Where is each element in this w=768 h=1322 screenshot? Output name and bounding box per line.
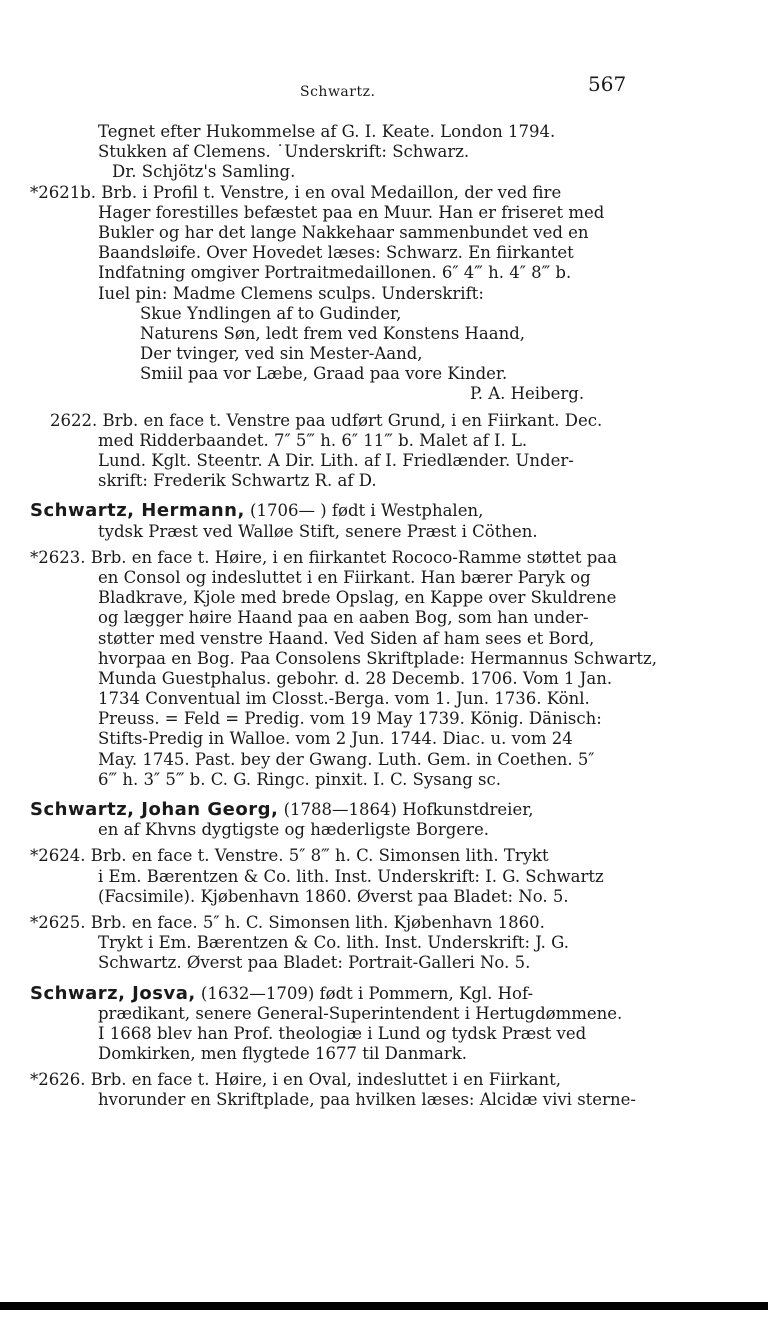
text-line: Naturens Søn, ledt frem ved Konstens Haand, bbox=[140, 323, 526, 343]
text-line: 2622. Brb. en face t. Venstre paa udført Grund, i en Fiirkant. Dec. bbox=[50, 410, 603, 430]
text-line: og lægger høire Haand paa en aaben Bog, som han under- bbox=[98, 608, 589, 628]
text-line: 1734 Conventual im Closst.-Berga. vom 1. Jun. 1736. Könl. bbox=[98, 689, 590, 709]
running-header: Schwartz. bbox=[300, 84, 376, 100]
text-line: i Em. Bærentzen & Co. lith. Inst. Underskrift: I. G. Schwartz bbox=[98, 866, 604, 886]
text-line: Dr. Schjötz's Samling. bbox=[112, 162, 296, 182]
page-number: 567 bbox=[588, 72, 627, 96]
text-line: Smiil paa vor Læbe, Graad paa vore Kinder. bbox=[140, 364, 508, 384]
text-line: *2624. Brb. en face t. Venstre. 5″ 8‴ h. C. Simonsen lith. Trykt bbox=[30, 846, 549, 866]
text-line: Munda Guestphalus. gebohr. d. 28 Decemb. 1706. Vom 1 Jan. bbox=[98, 668, 613, 688]
text-line: hvorpaa en Bog. Paa Consolens Skriftplade: Hermannus Schwartz, bbox=[98, 648, 657, 668]
text-line: *2621b. Brb. i Profil t. Venstre, i en oval Medaillon, der ved fire bbox=[30, 182, 562, 202]
heading-continuation: en af Khvns dygtigste og hæderligste Borgere. bbox=[98, 820, 489, 840]
heading-name: Schwartz, Johan Georg, bbox=[30, 799, 279, 820]
text-line: Bladkrave, Kjole med brede Opslag, en Kappe over Skuldrene bbox=[98, 588, 617, 608]
entry-2625 bbox=[30, 913, 658, 974]
body-text bbox=[30, 122, 658, 1111]
text-line: Skue Yndlingen af to Gudinder, bbox=[140, 303, 402, 323]
text-line: *2625. Brb. en face. 5″ h. C. Simonsen lith. Kjøbenhavn 1860. bbox=[30, 912, 545, 932]
text-line: med Ridderbaandet. 7″ 5‴ h. 6″ 11‴ b. Malet af I. L. bbox=[98, 430, 528, 450]
heading-continuation: tydsk Præst ved Walløe Stift, senere Præst i Cöthen. bbox=[98, 521, 538, 541]
entry-block-2621b-2622 bbox=[30, 122, 658, 491]
text-line: Tegnet efter Hukommelse af G. I. Keate. London 1794. bbox=[98, 122, 556, 141]
text-line: Domkirken, men flygtede 1677 til Danmark. bbox=[98, 1044, 467, 1064]
text-line: Trykt i Em. Bærentzen & Co. lith. Inst. Underskrift: J. G. bbox=[98, 933, 569, 953]
text-line: *2626. Brb. en face t. Høire, i en Oval, indesluttet i en Fiirkant, bbox=[30, 1070, 561, 1090]
text-line: skrift: Frederik Schwartz R. af D. bbox=[98, 471, 377, 491]
text-line: May. 1745. Past. bey der Gwang. Luth. Gem. in Coethen. 5″ bbox=[98, 749, 595, 769]
text-line: Schwartz. Øverst paa Bladet: Portrait-Galleri No. 5. bbox=[98, 953, 531, 973]
text-line: Lund. Kglt. Steentr. A Dir. Lith. af I. Friedlænder. Under- bbox=[98, 451, 574, 470]
text-line: (Facsimile). Kjøbenhavn 1860. Øverst paa Bladet: No. 5. bbox=[98, 886, 569, 906]
text-line: 6‴ h. 3″ 5‴ b. C. G. Ringc. pinxit. I. C. Sysang sc. bbox=[98, 769, 501, 789]
entry-heading-josva: Schwarz, Josva, (1632—1709) født i Pommern, Kgl. Hof- bbox=[30, 982, 534, 1004]
text-line: Der tvinger, ved sin Mester-Aand, bbox=[140, 344, 423, 364]
text-line: Stifts-Predig in Walloe. vom 2 Jun. 1744. Diac. u. vom 24 bbox=[98, 729, 573, 749]
text-line: *2623. Brb. en face t. Høire, i en fiirkantet Rococo-Ramme støttet paa bbox=[30, 547, 617, 567]
text-line: Stukken af Clemens. ˙Underskrift: Schwarz. bbox=[98, 142, 470, 162]
text-line: Indfatning omgiver Portraitmedaillonen. 6″ 4‴ h. 4″ 8‴ b. bbox=[98, 263, 572, 283]
bottom-rule bbox=[0, 1302, 768, 1310]
entry-2623 bbox=[30, 548, 658, 790]
entry-heading-johan-georg: Schwartz, Johan Georg, (1788—1864) Hofkunstdreier, bbox=[30, 799, 534, 820]
entry-2624 bbox=[30, 846, 658, 907]
text-line: prædikant, senere General-Superintendent i Hertugdømmene. bbox=[98, 1003, 623, 1023]
text-line: Preuss. = Feld = Predig. vom 19 May 1739. König. Dänisch: bbox=[98, 709, 602, 729]
text-line: hvorunder en Skriftplade, paa hvilken læses: Alcidæ vivi sterne- bbox=[98, 1090, 636, 1110]
heading-continuation bbox=[30, 1004, 658, 1065]
text-line: Iuel pin: Madme Clemens sculps. Underskrift: bbox=[98, 283, 484, 303]
text-line: I 1668 blev han Prof. theologiæ i Lund og tydsk Præst ved bbox=[98, 1023, 587, 1043]
text-line: Baandsløife. Over Hovedet læses: Schwarz. En fiirkantet bbox=[98, 243, 574, 263]
text-line: en Consol og indesluttet i en Fiirkant. Han bærer Paryk og bbox=[98, 567, 591, 587]
entry-2626 bbox=[30, 1070, 658, 1110]
text-line: støtter med venstre Haand. Ved Siden af ham sees et Bord, bbox=[98, 628, 595, 648]
heading-name: Schwarz, Josva, bbox=[30, 982, 196, 1004]
entry-heading-hermann: Schwartz, Hermann, (1706— ) født i Westphalen, bbox=[30, 500, 484, 522]
text-line: Hager forestilles befæstet paa en Muur. Han er friseret med bbox=[98, 202, 605, 222]
text-line: Bukler og har det lange Nakkehaar sammenbundet ved en bbox=[98, 222, 589, 242]
text-line: P. A. Heiberg. bbox=[470, 384, 585, 404]
heading-name: Schwartz, Hermann, bbox=[30, 500, 245, 522]
